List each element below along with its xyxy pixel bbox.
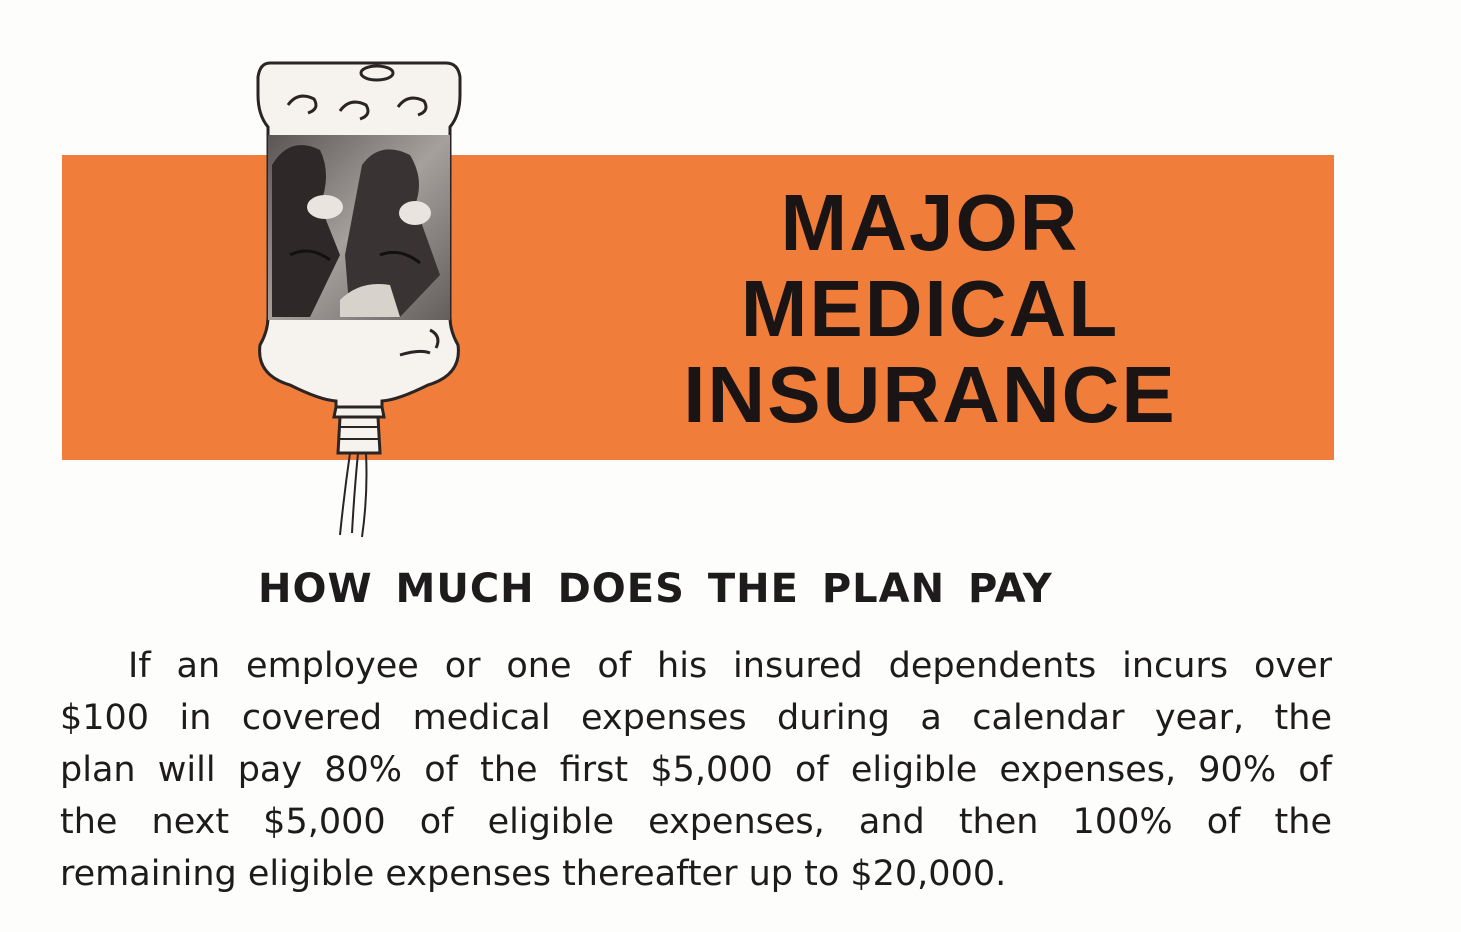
title-line-insurance: INSURANCE	[683, 350, 1177, 439]
body-line-1: If an employee or one of his insured dependents incurs over	[128, 646, 1332, 686]
title-line-major: MAJOR	[780, 178, 1080, 267]
section-heading: HOW MUCH DOES THE PLAN PAY	[258, 566, 1053, 612]
body-paragraph	[60, 640, 1332, 900]
body-line-3: plan will pay 80% of the first $5,000 of eligible expenses, 90% of	[60, 750, 1332, 790]
body-line-4: the next $5,000 of eligible expenses, and then 100% of the	[60, 802, 1332, 842]
page-title	[600, 180, 1260, 438]
iv-bag-surgeons-icon	[250, 55, 470, 545]
body-line-5: remaining eligible expenses thereafter up to $20,000.	[60, 854, 1007, 894]
title-line-medical: MEDICAL	[740, 264, 1120, 353]
body-line-2: $100 in covered medical expenses during a calendar year, the	[60, 698, 1332, 738]
